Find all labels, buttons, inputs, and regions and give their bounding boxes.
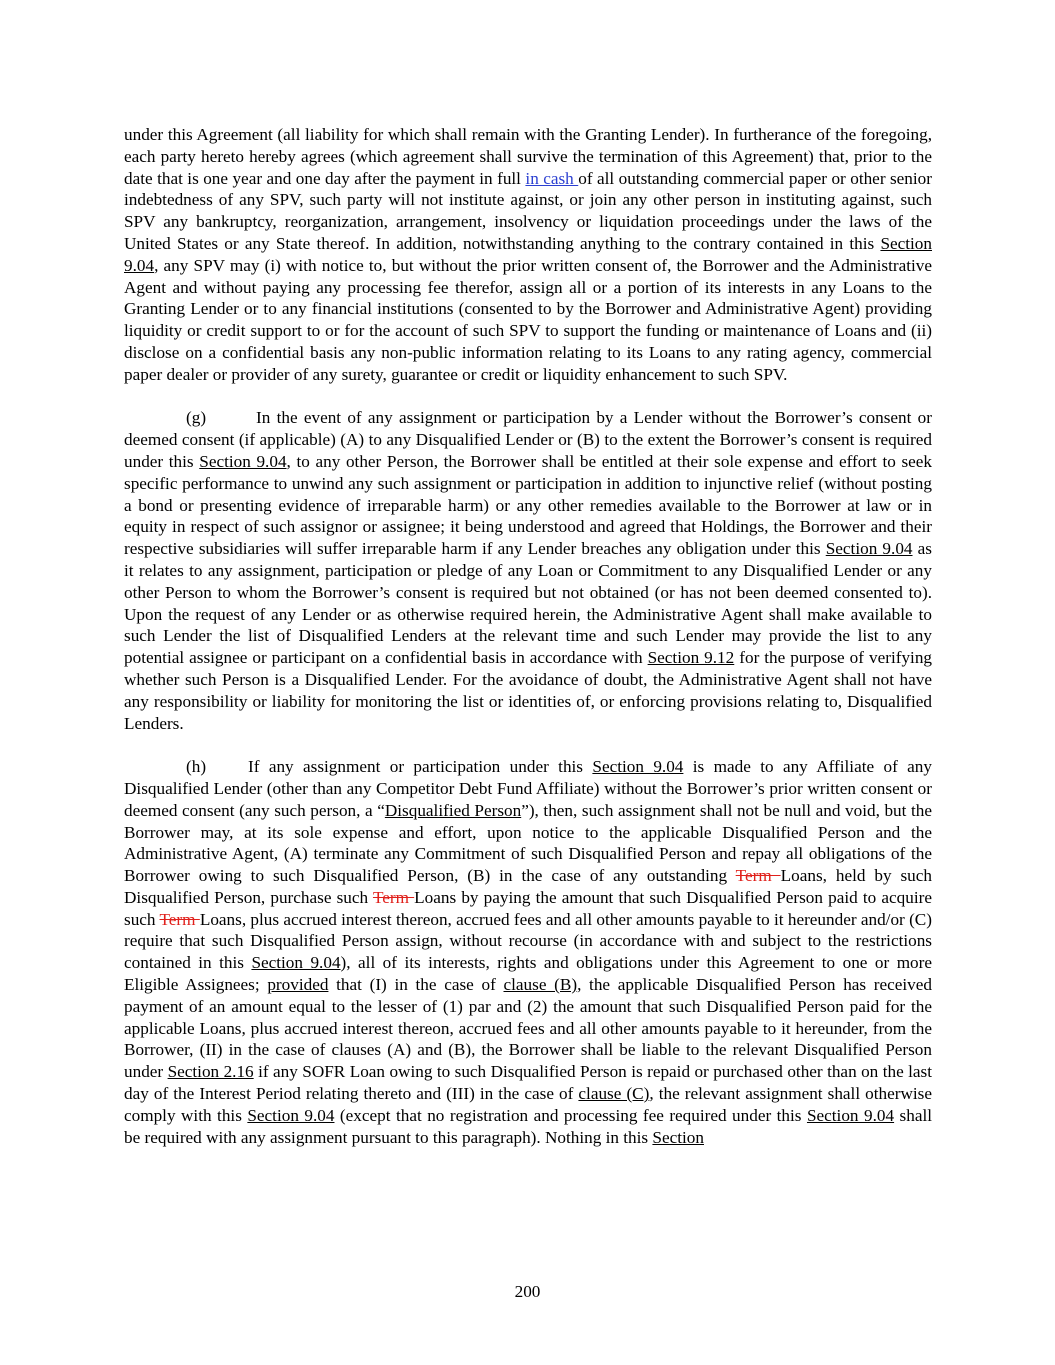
paragraph-h: [124, 756, 932, 1148]
text-run: that (I) in the case of: [328, 975, 504, 995]
section-reference: Section 9.04: [124, 233, 932, 275]
text-run: (except that no registration and processing fee required under this: [334, 1105, 807, 1125]
text-run: Loans by paying the amount that such Disqualified Person paid to acquire such: [124, 887, 932, 929]
section-reference: Section 9.04: [592, 757, 684, 777]
text-run: Loans, held by such Disqualified Person, purchase such: [124, 866, 932, 907]
text-run: shall be required with any assignment pursuant to this paragraph). Nothing in this: [124, 1105, 933, 1147]
text-run: ”), then, such assignment shall not be null and void, but the Borrower may, at its sole expense and effort, upon notice to the applicable Disqualified Person and the Administrative Agent, (A) terminate any Commitment of such Disqualified Person and repay all obligations of the Borrower owing to such Disqualified Person, (B) in the case of any outstanding: [124, 800, 932, 886]
text-run: In the event of any assignment or participation by a Lender without the Borrower’s consent or deemed consent (if applicable) (A) to any Disqualified Lender or (B) to the extent the Borrower’s consent is required under this: [124, 408, 932, 471]
clause-reference: clause (C): [578, 1084, 650, 1104]
section-reference: Section 2.16: [167, 1062, 254, 1082]
text-run: , any SPV may (i) with notice to, but without the prior written consent of, the Borrower and the Administrative Agent and without paying any processing fee therefor, assign all or a portion of its interests in any Loans to the Granting Lender or to any financial institutions (consented to by the Borrower and Administrative Agent) providing liquidity or credit support to or for the account of such SPV to support the funding or maintenance of Loans and (ii) disclose on a confidential basis any non-public information relating to its Loans to any rating agency, commercial paper dealer or provider of any surety, guarantee or credit or liquidity enhancement to such SPV.: [124, 255, 932, 384]
section-reference: Section: [652, 1127, 704, 1147]
section-reference: Section 9.04: [806, 1105, 895, 1125]
text-run: , the relevant assignment shall otherwise comply with this: [124, 1084, 932, 1125]
text-run: , the applicable Disqualified Person has received payment of an amount equal to the lesser of (1) par and (2) the amount that such Disqualified Person paid for the applicable Loans, plus accrued interest thereon, accrued fees and all other amounts payable to it hereunder, from the Borrower, (II) in the case of clauses (A) and (B), the Borrower shall be liable to the relevant Disqualified Person under: [124, 975, 933, 1082]
deleted-text: Term: [372, 887, 415, 907]
provided-term: provided: [267, 975, 329, 995]
section-reference: Section 9.04: [199, 451, 287, 471]
defined-term: Disqualified Person: [384, 800, 522, 820]
document-page: [124, 124, 932, 1170]
deleted-text: Term: [735, 866, 781, 886]
text-run: as it relates to any assignment, participation or pledge of any Loan or Commitment to any Disqualified Lender or any other Person to whom the Borrower’s consent is required but not obtained (or has not been deemed consented to). Upon the request of any Lender or as otherwise required herein, the Administrative Agent shall make available to such Lender the list of Disqualified Lenders at the relevant time and such Lender may provide the list to any potential assignee or participant on a confidential basis in accordance with: [124, 539, 932, 668]
paragraph-label: (g): [186, 408, 207, 428]
deleted-text: Term: [159, 909, 200, 929]
paragraph-label: (h): [186, 757, 207, 777]
text-run: if any SOFR Loan owing to such Disqualified Person is repaid or purchased other than on the last day of the Interest Period relating thereto and (III) in the case of: [124, 1062, 933, 1104]
text-run: ), all of its interests, rights and obligations under this Agreement to one or more Eligible Assignees;: [124, 953, 933, 995]
text-run: If any assignment or participation under this: [248, 757, 593, 777]
clause-reference: clause (B): [503, 975, 578, 995]
section-reference: Section 9.04: [251, 953, 341, 973]
paragraph-g: [124, 407, 932, 734]
section-reference: Section 9.12: [647, 648, 735, 668]
paragraph-f-continuation: [124, 124, 932, 386]
text-run: of all outstanding commercial paper or other senior indebtedness of any SPV, such party will not institute against, or join any other person in instituting against, such SPV any bankruptcy, reorganization, arrangement, insolvency or liquidation proceedings under the laws of the United States or any State thereof. In addition, notwithstanding anything to the contrary contained in this: [124, 168, 932, 253]
page-number: 200: [514, 1282, 541, 1301]
text-run: is made to any Affiliate of any Disqualified Lender (other than any Competitor Debt Fund Affiliate) without the Borrower’s prior written consent or deemed consent (any such person, a “: [124, 757, 932, 820]
section-reference: Section 9.04: [825, 539, 913, 559]
section-reference: Section 9.04: [247, 1105, 335, 1125]
text-run: , to any other Person, the Borrower shall be entitled at their sole expense and effort to seek specific performance to unwind any such assignment or participation in addition to injunctive relief (without posting a bond or presenting evidence of irreparable harm) or any other remedies available to the Borrower at law or in equity in respect of such assignor or assignee; it being understood and agreed that Holdings, the Borrower and their respective subsidiaries will suffer irreparable harm if any Lender breaches any obligation under this: [124, 451, 933, 559]
text-run: for the purpose of verifying whether such Person is a Disqualified Lender. For the avoidance of doubt, the Administrative Agent shall not have any responsibility or liability for monitoring the list or identities of, or enforcing provisions relating to, Disqualified Lenders.: [124, 648, 933, 733]
in-cash-link[interactable]: in cash: [525, 168, 579, 188]
text-run: under this Agreement (all liability for which shall remain with the Granting Lender). In furtherance of the foregoing, each party hereto hereby agrees (which agreement shall survive the termination of this Agreement) that, prior to the date that is one year and one day after the payment in full: [124, 125, 932, 188]
text-run: Loans, plus accrued interest thereon, accrued fees and all other amounts payable to it hereunder and/or (C) require that such Disqualified Person assign, without recourse (in accordance with and subject to the restrictions contained in this: [124, 909, 932, 973]
